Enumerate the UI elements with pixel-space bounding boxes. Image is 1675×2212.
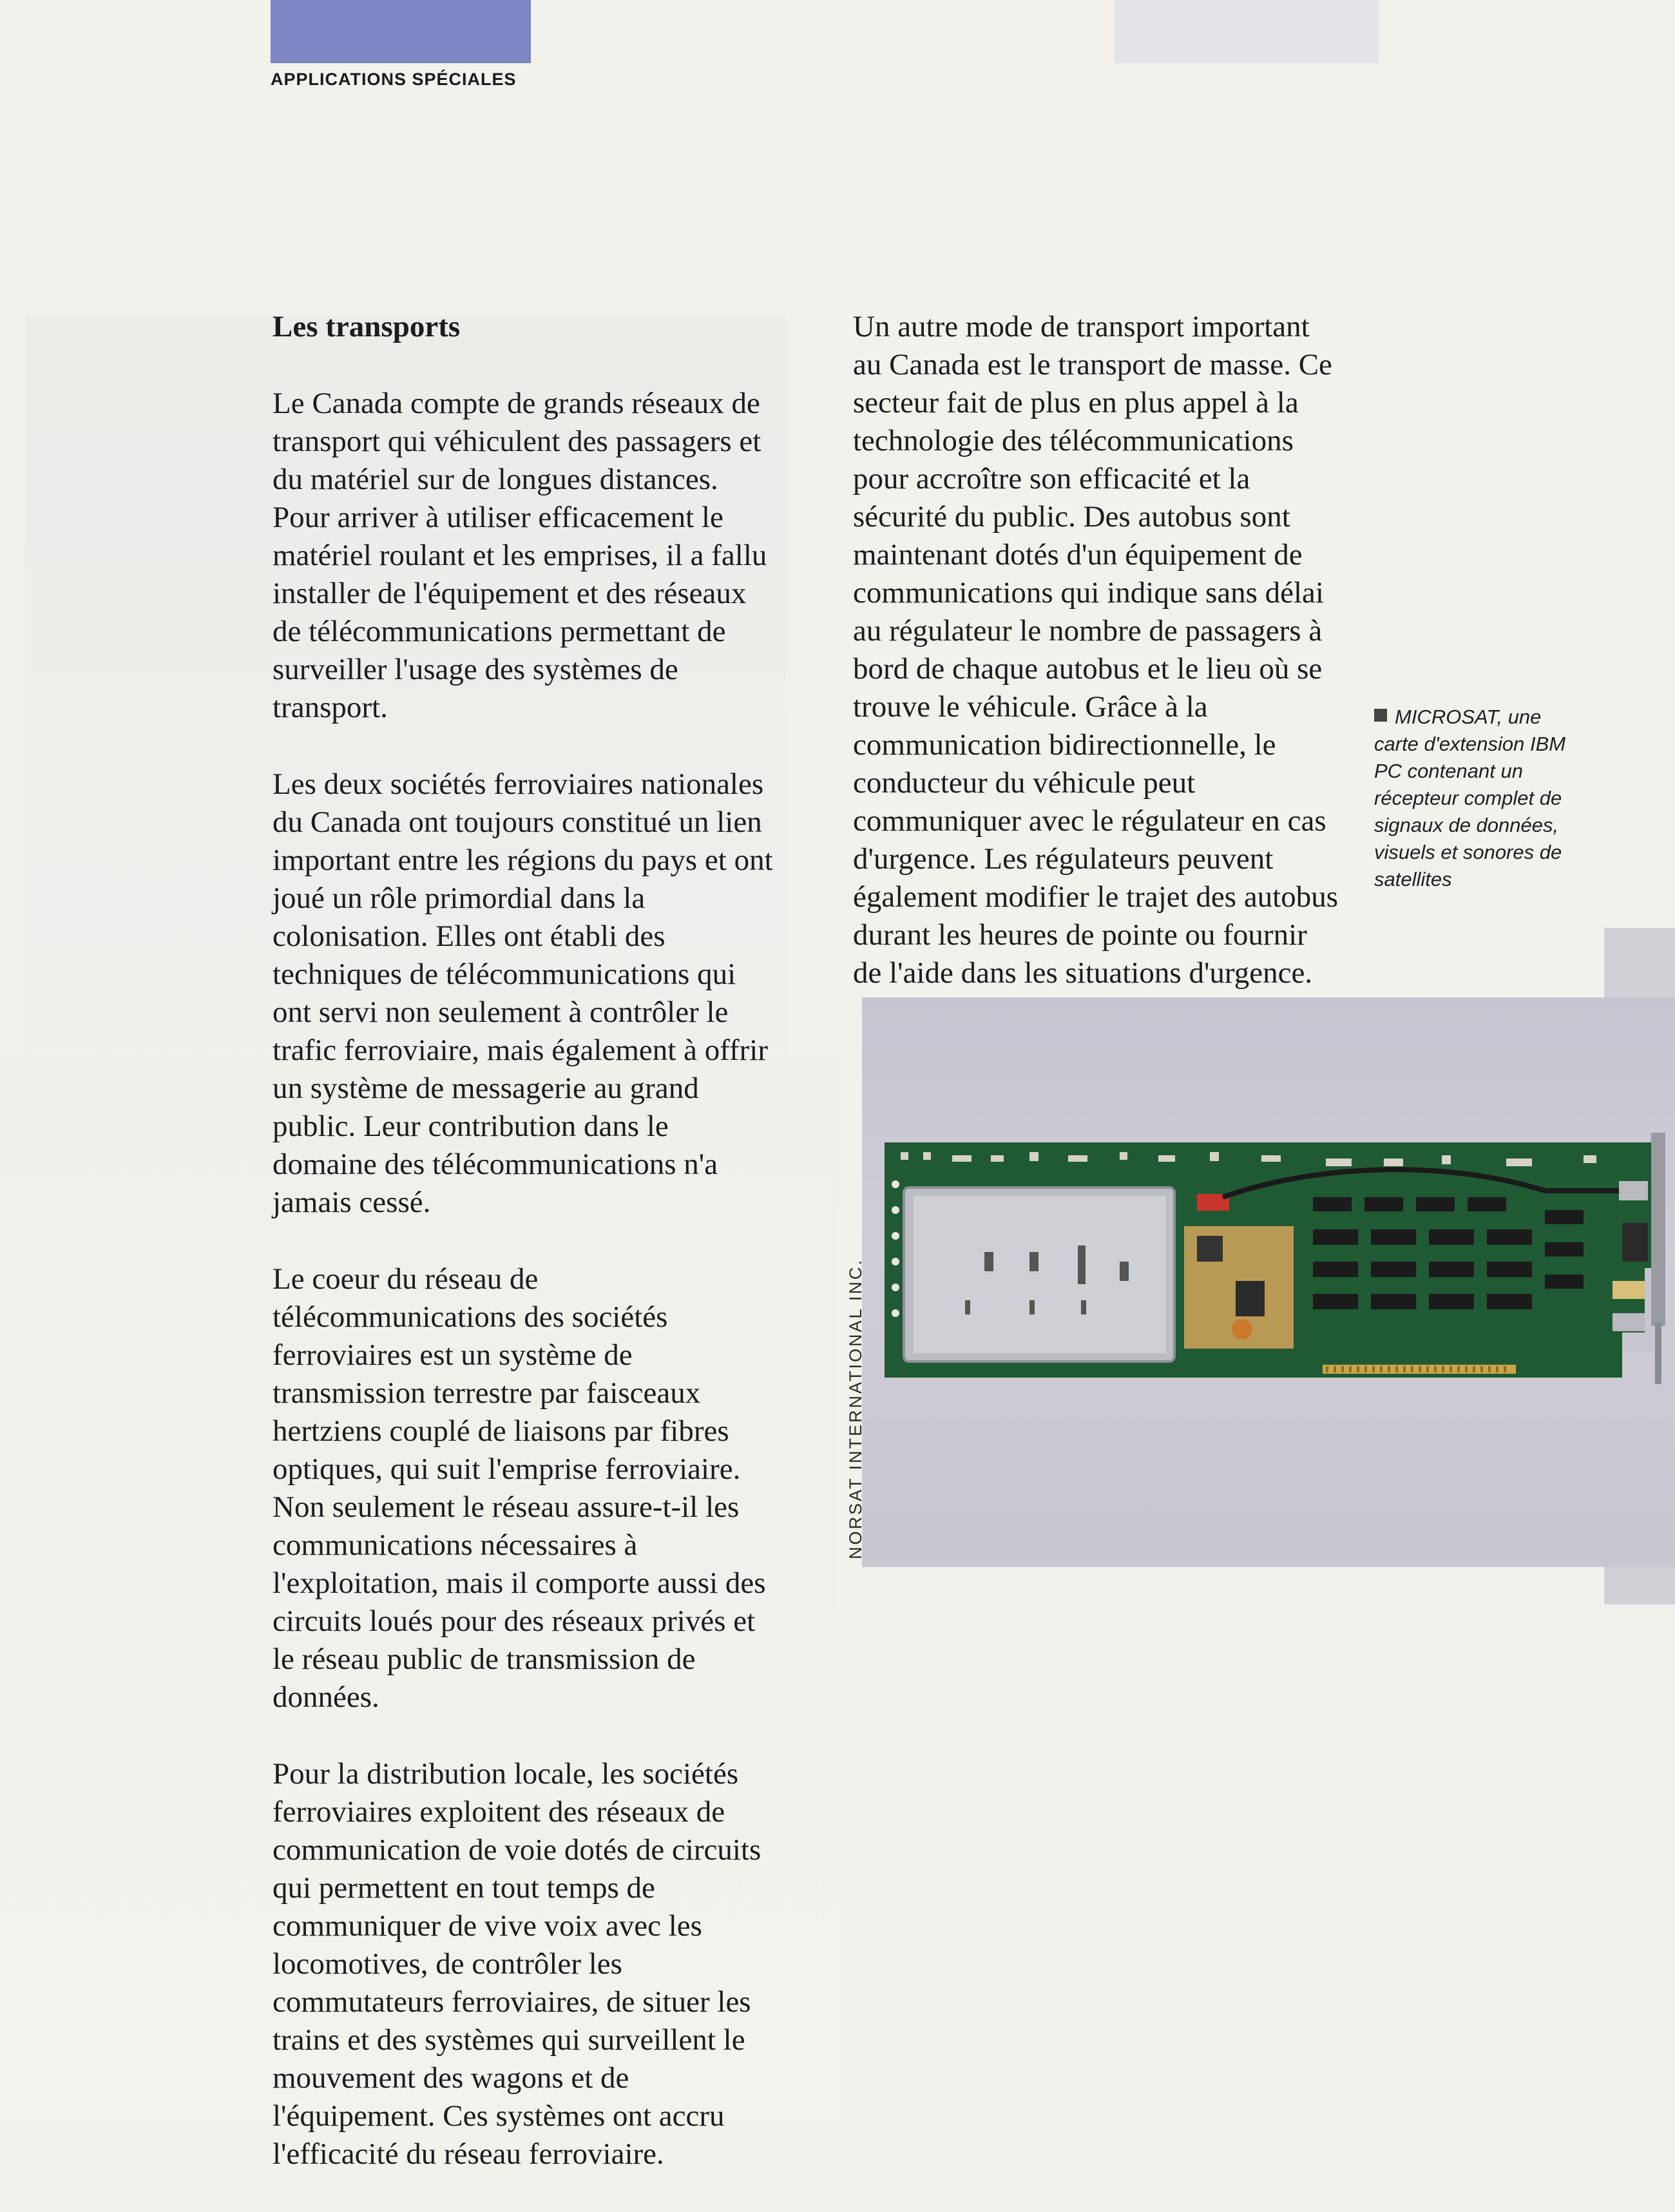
paragraph: Le coeur du réseau de télécommunications des sociétés ferroviaires est un système de transmission terrestre par faisceaux hertziens couplé de liaisons par fibres optiques, qui suit l'emprise ferroviaire. Non seulement le réseau assure-t-il les communications nécessaires à l'exploitation, mais il comporte aussi des circuits loués pour des réseaux privés et le réseau public de transmission de données. <box>273 1262 766 1714</box>
paragraph: Un autre mode de transport important au Canada est le transport de masse. Ce secteur fait de plus en plus appel à la technologie des télécommunications pour accroître son efficacité et la sécurité du public. Des autobus sont maintenant dotés d'un équipement de communications qui indique sans délai au régulateur le nombre de passagers à bord de chaque autobus et le lieu où se trouve le véhicule. Grâce à la communication bidirectionnelle, le conducteur du véhicule peut communiquer avec le régulateur en cas d'urgence. Les régulateurs peuvent également modifier le trajet des autobus durant les heures de pointe ou fournir de l'aide dans les situations d'urgence. <box>853 310 1339 990</box>
left-column <box>273 308 775 2212</box>
section-label: APPLICATIONS SPÉCIALES <box>271 70 517 89</box>
paragraph: Le Canada compte de grands réseaux de transport qui véhiculent des passagers et du matériel sur de longues distances. Pour arriver à utiliser efficacement le matériel roulant et les emprises, il a fallu installer de l'équipement et des réseaux de télécommunications permettant de surveiller l'usage des systèmes de transport. <box>273 387 767 724</box>
product-photo <box>862 997 1675 1567</box>
photo-credit: NORSAT INTERNATIONAL INC. <box>846 1258 865 1559</box>
section-tab-ghost <box>1115 0 1379 63</box>
circuit-board-illustration <box>862 997 1675 1567</box>
paragraph: Pour la distribution locale, les sociétés ferroviaires exploitent des réseaux de communication de voie dotés de circuits qui permettent en tout temps de communiquer de vive voix avec les locomotives, de contrôler les commutateurs ferroviaires, de situer les trains et des systèmes qui surveillent le mouvement des wagons et de l'équipement. Ces systèmes ont accru l'efficacité du réseau ferroviaire. <box>273 1757 761 2171</box>
photo-caption <box>1374 704 1587 893</box>
square-bullet-icon <box>1374 709 1387 722</box>
section-heading: Les transports <box>273 310 461 343</box>
paragraph: Les deux sociétés ferroviaires nationales du Canada ont toujours constitué un lien important entre les régions du pays et ont joué un rôle primordial dans la colonisation. Elles ont établi des techniques de télécommunications qui ont servi non seulement à contrôler le trafic ferroviaire, mais également à offrir un système de messagerie au grand public. Leur contribution dans le domaine des télécommunications n'a jamais cessé. <box>273 767 773 1219</box>
right-column <box>853 308 1343 1031</box>
section-tab <box>271 0 531 63</box>
caption-text: MICROSAT, une carte d'extension IBM PC contenant un récepteur complet de signaux de données, visuels et sonores de satellites <box>1374 706 1566 890</box>
